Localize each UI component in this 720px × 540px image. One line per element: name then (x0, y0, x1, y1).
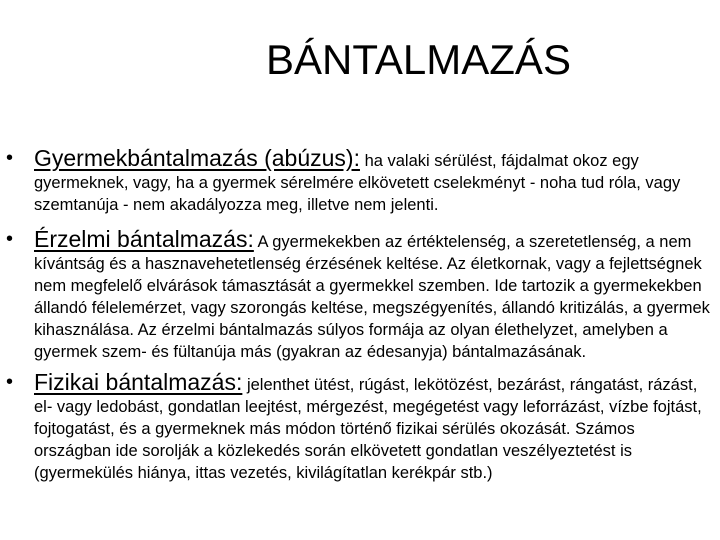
bullet-child-abuse (0, 145, 720, 216)
bullet-text: A gyermekekben az értéktelenség, a szeretetlenség, a nem kívántság és a hasznavehetetlenség érzésének keltése. Az életkornak, vagy a fejlettségnek nem megfelelő elvárások támasztását a gyermekkel szemben. Ide tartozik a gyermekekben állandó félelemérzet, vagy szorongás keltése, megszégyenítés, állandó kritizálás, a gyermek kihasználása. Az érzelmi bántalmazás súlyos formája az olyan élethelyzet, amelyben a gyermek szem- és fültanúja más (gyakran az édesanyja) bántalmazásának. (34, 233, 710, 361)
bullet-term: Gyermekbántalmazás (abúzus): (34, 145, 360, 171)
bullet-dot-icon: • (6, 228, 14, 250)
bullet-term: Fizikai bántalmazás: (34, 369, 243, 395)
bullet-text: jelenthet ütést, rúgást, lekötözést, bezárást, rángatást, rázást, el- vagy ledobást, gondatlan leejtést, mérgezést, megégetést vagy leforrázást, vízbe fojtást, fojtogatást, és a gyermeknek más módon történő fizikai sérülés okozását. Számos országban ide sorolják a közlekedés során elkövetett gondatlan veszélyeztetést is (gyermekülés hiánya, ittas vezetés, kivilágítatlan kerékpár stb.) (34, 376, 702, 482)
bullet-dot-icon: • (6, 147, 14, 169)
slide-title (0, 36, 720, 84)
bullet-term: Érzelmi bántalmazás: (34, 226, 254, 252)
bullet-list (0, 145, 720, 486)
slide-title-text: BÁNTALMAZÁS (266, 36, 571, 83)
bullet-dot-icon: • (6, 371, 14, 393)
bullet-emotional-abuse (0, 226, 720, 363)
bullet-physical-abuse (0, 369, 720, 484)
bullet-text: ha valaki sérülést, fájdalmat okoz egy gyermeknek, vagy, ha a gyermek sérelmére elkövetett cselekményt - noha tud róla, vagy szemtanúja - nem akadályozza meg, illetve nem jelenti. (34, 152, 681, 214)
